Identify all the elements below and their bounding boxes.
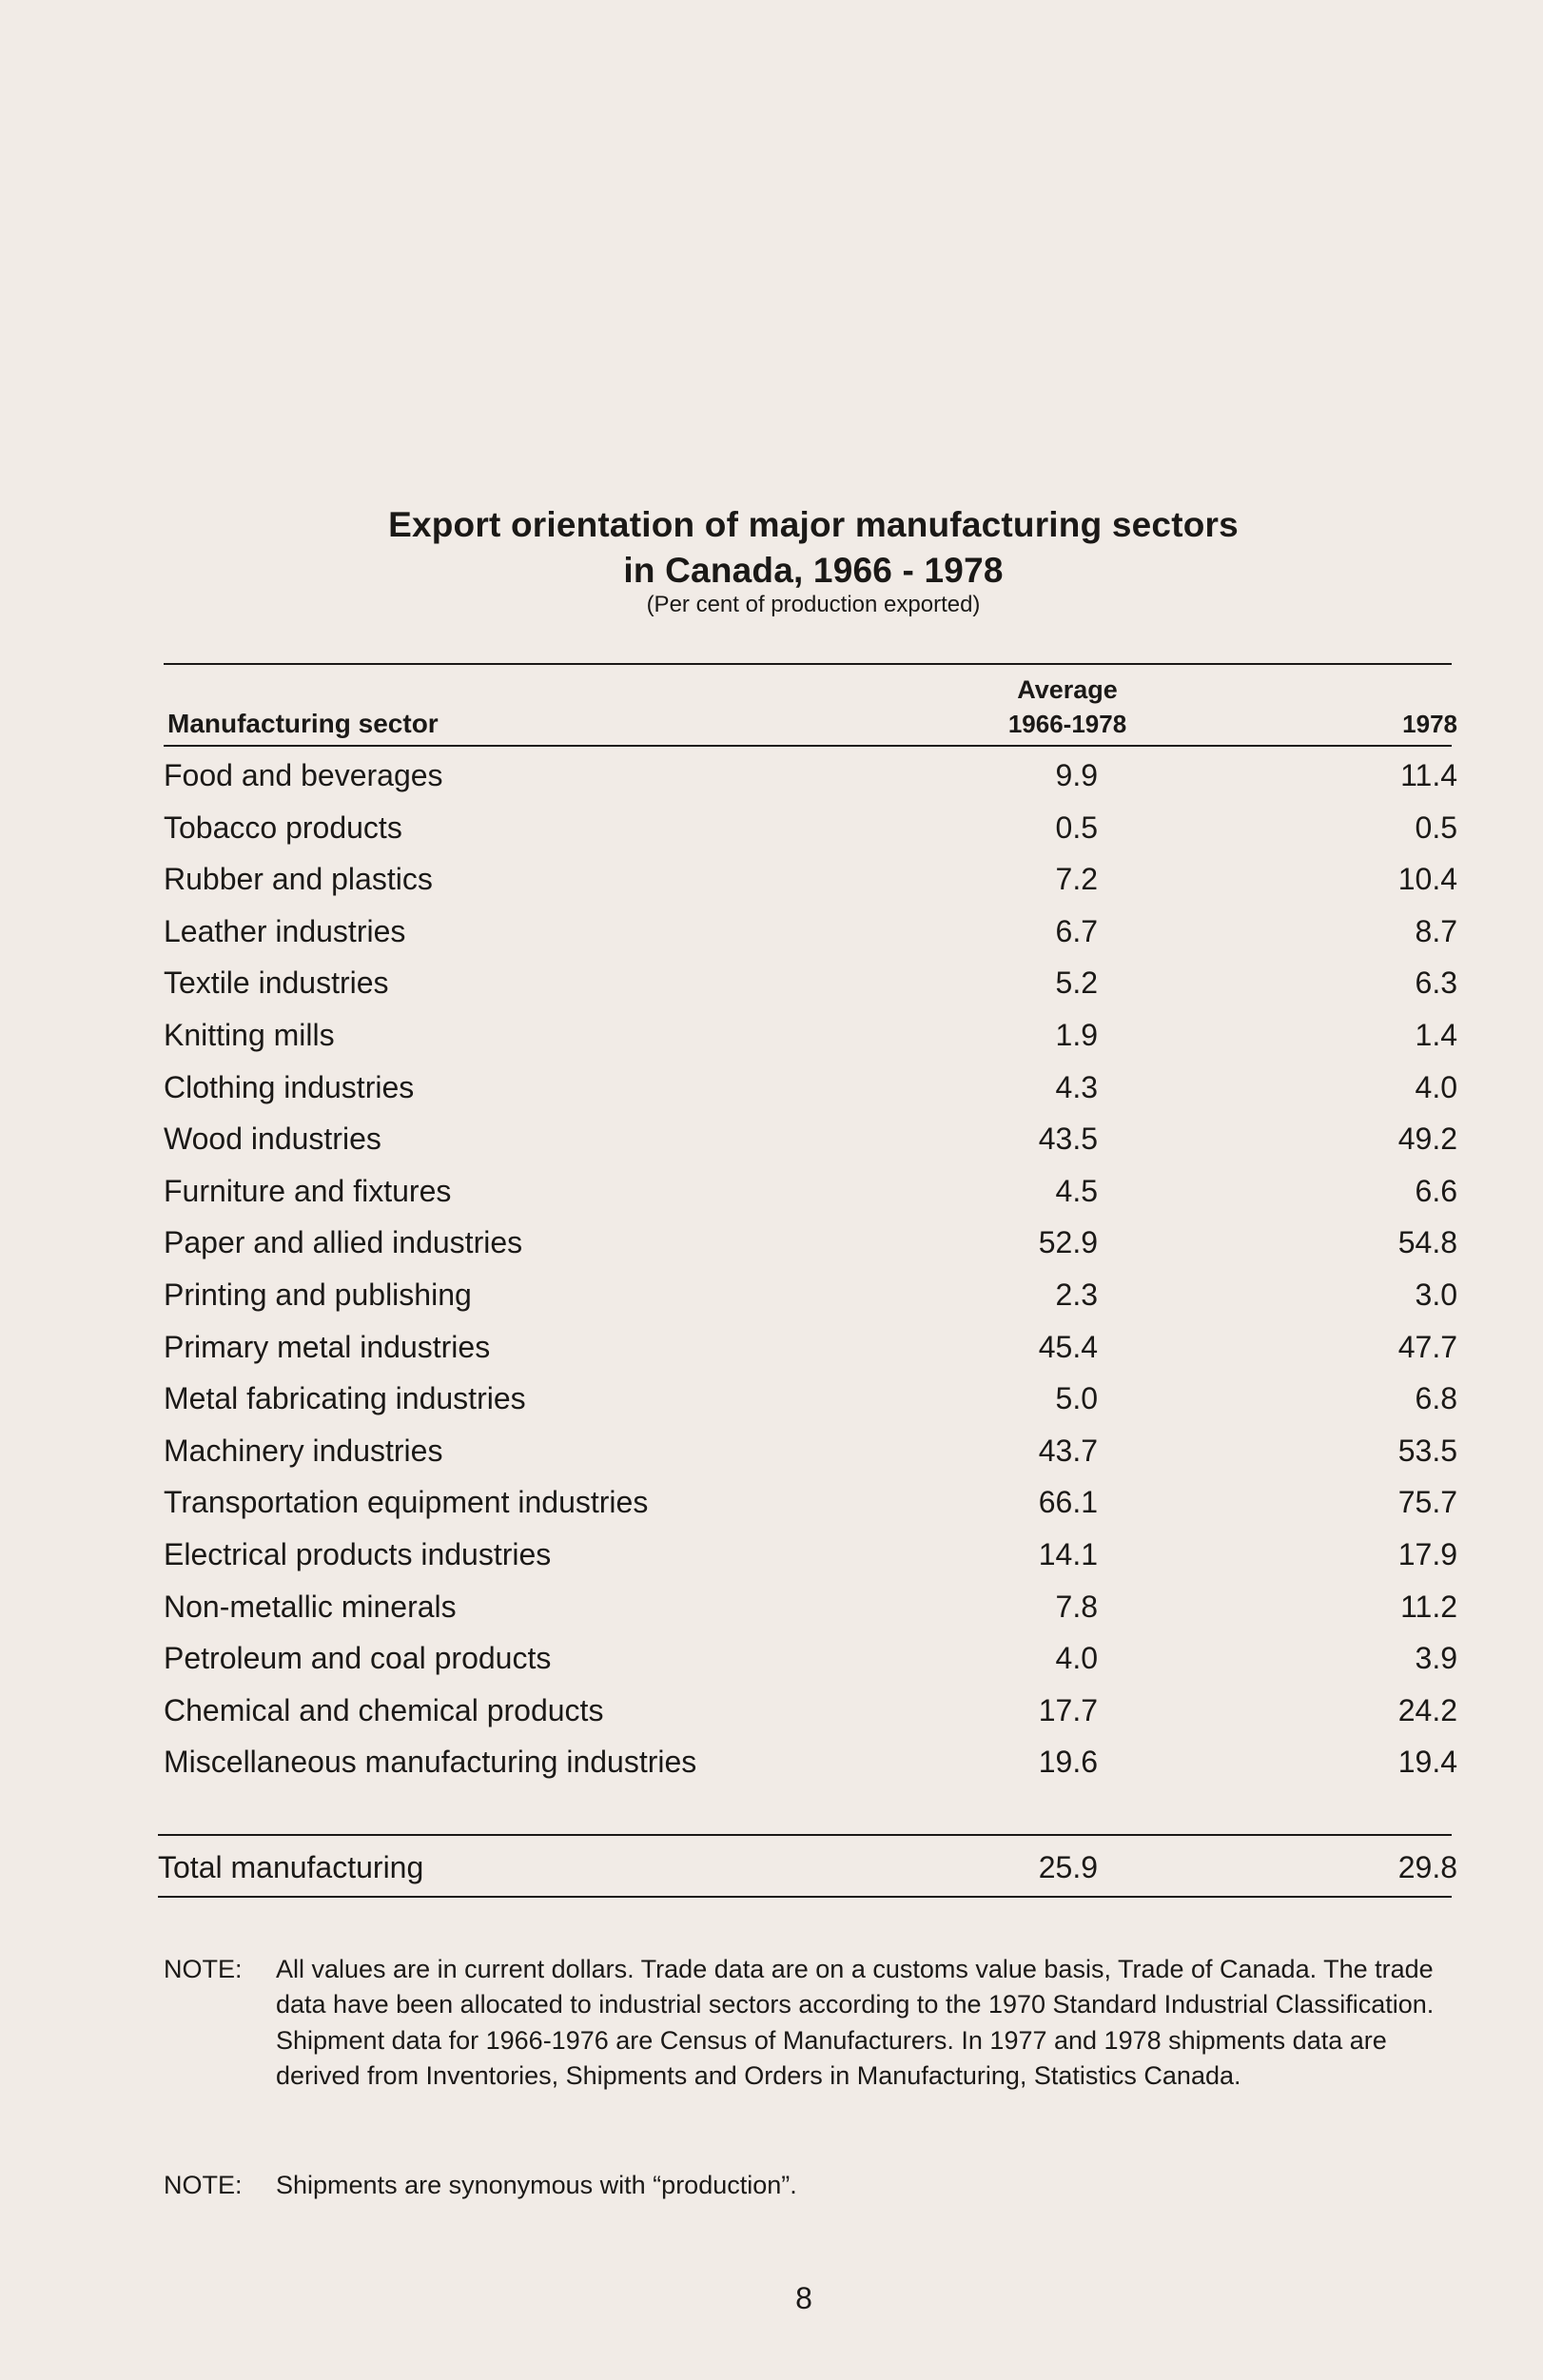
table-row [0,1639,1543,1677]
sector-name: Petroleum and coal products [164,1641,552,1676]
average-value: 45.4 [1038,1329,1098,1364]
table-row [0,1483,1543,1521]
value-1978: 10.4 [1397,862,1457,897]
table-subtitle: (Per cent of production exported) [646,592,981,617]
sector-name: Tobacco products [164,810,402,845]
total-1978: 29.8 [1397,1850,1457,1884]
value-1978: 6.3 [1415,966,1457,1001]
sector-name: Knitting mills [164,1018,335,1052]
table-row [0,912,1543,950]
column-header-average: Average [1017,675,1118,704]
table-row [0,964,1543,1002]
average-value: 0.5 [1055,810,1098,845]
average-value: 6.7 [1055,913,1098,948]
table-title-line-2: in Canada, 1966 - 1978 [623,551,1004,590]
table-row [0,1432,1543,1470]
sector-name: Chemical and chemical products [164,1692,604,1727]
value-1978: 0.5 [1415,810,1457,845]
note-2 [164,2168,1476,2206]
total-average: 25.9 [1038,1850,1098,1884]
total-row [0,1848,1543,1886]
sector-name: Textile industries [164,966,389,1001]
value-1978: 54.8 [1397,1225,1457,1260]
note-1 [164,1952,1476,2133]
table-row [0,1379,1543,1417]
average-value: 17.7 [1038,1692,1098,1727]
value-1978: 19.4 [1397,1745,1457,1780]
sector-name: Paper and allied industries [164,1225,523,1260]
value-1978: 53.5 [1397,1433,1457,1468]
sector-name: Primary metal industries [164,1329,491,1364]
note-text: Shipments are synonymous with “production”. [276,2171,797,2199]
value-1978: 24.2 [1397,1692,1457,1727]
table-row [0,1016,1543,1054]
total-label: Total manufacturing [158,1850,424,1884]
value-1978: 3.0 [1415,1278,1457,1312]
average-value: 2.3 [1055,1278,1098,1312]
value-1978: 6.6 [1415,1173,1457,1208]
average-value: 4.0 [1055,1641,1098,1676]
table-row [0,756,1543,794]
note-label: NOTE: [164,1955,243,1983]
sector-name: Wood industries [164,1122,381,1157]
table-row [0,1535,1543,1573]
sector-name: Food and beverages [164,758,443,792]
table-row [0,1328,1543,1366]
average-value: 7.8 [1055,1589,1098,1624]
value-1978: 11.2 [1400,1589,1457,1624]
table-row [0,1691,1543,1729]
average-value: 5.2 [1055,966,1098,1001]
sector-name: Leather industries [164,913,406,948]
header-bottom-rule [164,745,1452,747]
table-row [0,1120,1543,1158]
value-1978: 1.4 [1415,1018,1457,1052]
average-value: 66.1 [1038,1485,1098,1520]
value-1978: 11.4 [1400,758,1457,792]
value-1978: 47.7 [1397,1329,1457,1364]
table-row [0,860,1543,898]
average-value: 4.3 [1055,1069,1098,1104]
header-top-rule [164,663,1452,665]
sector-name: Machinery industries [164,1433,443,1468]
page-number: 8 [795,2281,812,2315]
value-1978: 8.7 [1415,913,1457,948]
note-text: All values are in current dollars. Trade data are on a customs value basis, Trade of Canada. The trade data have been allocated to industrial sectors according to the 1970 Standard Industrial Classification. Shipment data for 1966-1976 are Census of Manufacturers. In 1977 and 1978 shipments data are derived from Inventories, Shipments and Orders in Manufacturing, Statistics Canada. [276,1955,1435,2091]
average-value: 14.1 [1038,1537,1098,1571]
total-top-rule [158,1834,1452,1836]
value-1978: 17.9 [1397,1537,1457,1571]
table-title: Export orientation of major manufacturing sectors [388,505,1239,544]
sector-name: Clothing industries [164,1069,415,1104]
sector-name: Electrical products industries [164,1537,552,1571]
table-row [0,1743,1543,1781]
average-value: 9.9 [1055,758,1098,792]
column-header-average-years: 1966-1978 [1007,710,1127,738]
table-row [0,1172,1543,1210]
table-row [0,1223,1543,1261]
table-row [0,809,1543,847]
value-1978: 75.7 [1397,1485,1457,1520]
total-bottom-rule [158,1896,1452,1898]
average-value: 5.0 [1055,1381,1098,1416]
sector-name: Printing and publishing [164,1278,472,1312]
table-row [0,1276,1543,1314]
sector-name: Metal fabricating industries [164,1381,526,1416]
value-1978: 3.9 [1415,1641,1457,1676]
value-1978: 6.8 [1415,1381,1457,1416]
average-value: 19.6 [1038,1745,1098,1780]
sector-name: Rubber and plastics [164,862,433,897]
column-header-sector: Manufacturing sector [167,709,439,738]
average-value: 43.7 [1038,1433,1098,1468]
average-value: 43.5 [1038,1122,1098,1157]
sector-name: Miscellaneous manufacturing industries [164,1745,697,1780]
column-header-1978: 1978 [1402,710,1457,738]
table-row [0,1588,1543,1626]
average-value: 4.5 [1055,1173,1098,1208]
note-label: NOTE: [164,2171,243,2199]
sector-name: Non-metallic minerals [164,1589,457,1624]
sector-name: Transportation equipment industries [164,1485,649,1520]
value-1978: 4.0 [1415,1069,1457,1104]
average-value: 52.9 [1038,1225,1098,1260]
value-1978: 49.2 [1397,1122,1457,1157]
sector-name: Furniture and fixtures [164,1173,452,1208]
average-value: 7.2 [1055,862,1098,897]
table-row [0,1068,1543,1106]
average-value: 1.9 [1055,1018,1098,1052]
